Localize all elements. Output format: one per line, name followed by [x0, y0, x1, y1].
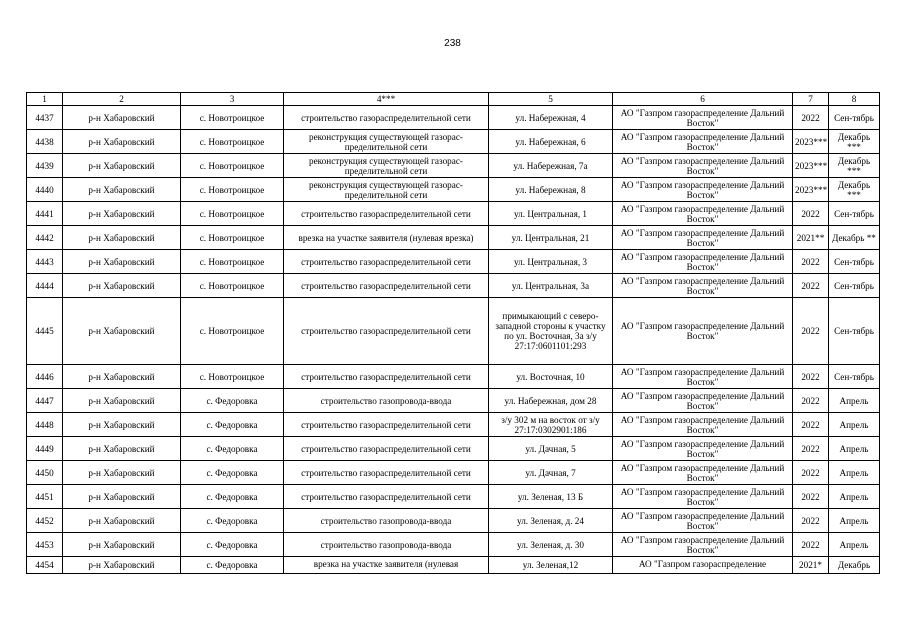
cell-district: р-н Хабаровский: [63, 437, 181, 461]
cell-month: Сен-тябрь: [829, 274, 880, 298]
cell-address: з/у 302 м на восток от з/у 27:17:0302901:186: [489, 413, 613, 437]
cell-number: 4453: [27, 533, 63, 557]
cell-district: р-н Хабаровский: [63, 485, 181, 509]
data-table: [26, 92, 880, 574]
column-header: 5: [489, 93, 613, 106]
table-row: [27, 485, 880, 509]
cell-month: Апрель: [829, 461, 880, 485]
cell-year: 2023***: [793, 178, 829, 202]
column-header: 3: [181, 93, 284, 106]
cell-year: 2022: [793, 365, 829, 389]
cell-organization: АО "Газпром газораспределение Дальний Восток": [613, 250, 793, 274]
table-row: [27, 437, 880, 461]
cell-number: 4447: [27, 389, 63, 413]
cell-number: 4449: [27, 437, 63, 461]
cell-settlement: с. Новотроицкое: [181, 130, 284, 154]
cell-month: Сен-тябрь: [829, 365, 880, 389]
cell-settlement: с. Новотроицкое: [181, 250, 284, 274]
cell-settlement: с. Новотроицкое: [181, 274, 284, 298]
cell-month: Апрель: [829, 485, 880, 509]
cell-organization: АО "Газпром газораспределение Дальний Восток": [613, 389, 793, 413]
cell-year: 2021*: [793, 557, 829, 574]
cell-year: 2022: [793, 274, 829, 298]
cell-work: строительство газораспределительной сети: [284, 413, 489, 437]
cell-work: строительство газораспределительной сети: [284, 461, 489, 485]
table-row: [27, 557, 880, 574]
cell-settlement: с. Федоровка: [181, 485, 284, 509]
cell-district: р-н Хабаровский: [63, 202, 181, 226]
cell-work: строительство газораспределительной сети: [284, 485, 489, 509]
cell-number: 4450: [27, 461, 63, 485]
cell-district: р-н Хабаровский: [63, 557, 181, 574]
cell-organization: АО "Газпром газораспределение Дальний Восток": [613, 365, 793, 389]
cell-district: р-н Хабаровский: [63, 106, 181, 130]
cell-year: 2022: [793, 461, 829, 485]
cell-settlement: с. Федоровка: [181, 557, 284, 574]
cell-settlement: с. Федоровка: [181, 461, 284, 485]
cell-district: р-н Хабаровский: [63, 130, 181, 154]
table-row: [27, 509, 880, 533]
cell-work: строительство газопровода-ввода: [284, 389, 489, 413]
cell-year: 2022: [793, 298, 829, 365]
table-row: [27, 298, 880, 365]
cell-number: 4454: [27, 557, 63, 574]
cell-number: 4445: [27, 298, 63, 365]
cell-work: строительство газораспределительной сети: [284, 274, 489, 298]
cell-month: Декабрь: [829, 557, 880, 574]
column-header: 6: [613, 93, 793, 106]
cell-organization: АО "Газпром газораспределение Дальний Восток": [613, 226, 793, 250]
cell-year: 2022: [793, 389, 829, 413]
cell-district: р-н Хабаровский: [63, 274, 181, 298]
cell-address: ул. Центральная, 21: [489, 226, 613, 250]
cell-month: Сен-тябрь: [829, 250, 880, 274]
column-header: 7: [793, 93, 829, 106]
cell-settlement: с. Федоровка: [181, 509, 284, 533]
cell-work: строительство газопровода-ввода: [284, 509, 489, 533]
cell-month: Апрель: [829, 437, 880, 461]
cell-address: ул. Дачная, 7: [489, 461, 613, 485]
page-number: 238: [444, 38, 461, 49]
cell-month: Сен-тябрь: [829, 202, 880, 226]
cell-address: ул. Набережная, 6: [489, 130, 613, 154]
table-row: [27, 250, 880, 274]
cell-district: р-н Хабаровский: [63, 298, 181, 365]
cell-address: ул. Центральная, 3а: [489, 274, 613, 298]
cell-organization: АО "Газпром газораспределение Дальний Восток": [613, 461, 793, 485]
cell-district: р-н Хабаровский: [63, 389, 181, 413]
cell-organization: АО "Газпром газораспределение Дальний Восток": [613, 202, 793, 226]
cell-settlement: с. Федоровка: [181, 533, 284, 557]
cell-address: ул. Зеленая, 13 Б: [489, 485, 613, 509]
cell-organization: АО "Газпром газораспределение Дальний Восток": [613, 154, 793, 178]
cell-month: Сен-тябрь: [829, 298, 880, 365]
cell-month: Апрель: [829, 389, 880, 413]
table-row: [27, 461, 880, 485]
cell-organization: АО "Газпром газораспределение Дальний Восток": [613, 274, 793, 298]
cell-address: ул. Набережная, 4: [489, 106, 613, 130]
cell-settlement: с. Новотроицкое: [181, 154, 284, 178]
cell-district: р-н Хабаровский: [63, 154, 181, 178]
cell-year: 2021**: [793, 226, 829, 250]
column-header: 2: [63, 93, 181, 106]
cell-month: Апрель: [829, 533, 880, 557]
cell-district: р-н Хабаровский: [63, 509, 181, 533]
header-row: [27, 93, 880, 106]
cell-organization: АО "Газпром газораспределение Дальний Восток": [613, 130, 793, 154]
cell-work: строительство газопровода-ввода: [284, 533, 489, 557]
cell-organization: АО "Газпром газораспределение Дальний Восток": [613, 298, 793, 365]
cell-address: ул. Зеленая,12: [489, 557, 613, 574]
cell-work: строительство газораспределительной сети: [284, 250, 489, 274]
cell-work: врезка на участке заявителя (нулевая: [284, 557, 489, 574]
table-row: [27, 533, 880, 557]
cell-settlement: с. Новотроицкое: [181, 202, 284, 226]
cell-district: р-н Хабаровский: [63, 365, 181, 389]
cell-district: р-н Хабаровский: [63, 226, 181, 250]
cell-work: реконструкция существующей газорас-пределительной сети: [284, 178, 489, 202]
cell-settlement: с. Федоровка: [181, 389, 284, 413]
cell-number: 4443: [27, 250, 63, 274]
table-row: [27, 154, 880, 178]
column-header: 4***: [284, 93, 489, 106]
cell-year: 2022: [793, 485, 829, 509]
cell-work: строительство газораспределительной сети: [284, 365, 489, 389]
cell-settlement: с. Новотроицкое: [181, 298, 284, 365]
cell-settlement: с. Федоровка: [181, 413, 284, 437]
cell-number: 4438: [27, 130, 63, 154]
cell-work: врезка на участке заявителя (нулевая врезка): [284, 226, 489, 250]
table-row: [27, 413, 880, 437]
cell-year: 2023***: [793, 130, 829, 154]
cell-address: ул. Набережная, дом 28: [489, 389, 613, 413]
cell-district: р-н Хабаровский: [63, 461, 181, 485]
table-row: [27, 365, 880, 389]
cell-settlement: с. Новотроицкое: [181, 226, 284, 250]
column-header: 8: [829, 93, 880, 106]
cell-district: р-н Хабаровский: [63, 413, 181, 437]
cell-work: строительство газораспределительной сети: [284, 298, 489, 365]
table-row: [27, 130, 880, 154]
cell-number: 4448: [27, 413, 63, 437]
cell-settlement: с. Новотроицкое: [181, 106, 284, 130]
cell-month: Апрель: [829, 509, 880, 533]
cell-work: строительство газораспределительной сети: [284, 437, 489, 461]
cell-organization: АО "Газпром газораспределение: [613, 557, 793, 574]
cell-address: ул. Зеленая, д. 24: [489, 509, 613, 533]
cell-number: 4446: [27, 365, 63, 389]
cell-number: 4437: [27, 106, 63, 130]
table-row: [27, 178, 880, 202]
cell-number: 4440: [27, 178, 63, 202]
cell-work: реконструкция существующей газорас-пределительной сети: [284, 154, 489, 178]
cell-year: 2022: [793, 437, 829, 461]
cell-month: Декабрь **: [829, 226, 880, 250]
cell-organization: АО "Газпром газораспределение Дальний Восток": [613, 106, 793, 130]
cell-work: строительство газораспределительной сети: [284, 202, 489, 226]
cell-address: ул. Восточная, 10: [489, 365, 613, 389]
cell-organization: АО "Газпром газораспределение Дальний Восток": [613, 413, 793, 437]
table-row: [27, 389, 880, 413]
cell-year: 2022: [793, 106, 829, 130]
cell-address: ул. Центральная, 3: [489, 250, 613, 274]
cell-address: ул. Центральная, 1: [489, 202, 613, 226]
cell-settlement: с. Новотроицкое: [181, 178, 284, 202]
column-header: 1: [27, 93, 63, 106]
cell-district: р-н Хабаровский: [63, 250, 181, 274]
cell-organization: АО "Газпром газораспределение Дальний Восток": [613, 533, 793, 557]
cell-district: р-н Хабаровский: [63, 533, 181, 557]
cell-year: 2022: [793, 202, 829, 226]
cell-number: 4452: [27, 509, 63, 533]
cell-address: ул. Набережная, 8: [489, 178, 613, 202]
table-row: [27, 202, 880, 226]
cell-year: 2022: [793, 413, 829, 437]
cell-settlement: с. Новотроицкое: [181, 365, 284, 389]
cell-year: 2022: [793, 533, 829, 557]
cell-year: 2022: [793, 250, 829, 274]
cell-year: 2023***: [793, 154, 829, 178]
cell-number: 4441: [27, 202, 63, 226]
cell-year: 2022: [793, 509, 829, 533]
cell-number: 4439: [27, 154, 63, 178]
cell-address: ул. Зеленая, д. 30: [489, 533, 613, 557]
cell-month: Сен-тябрь: [829, 106, 880, 130]
cell-district: р-н Хабаровский: [63, 178, 181, 202]
table-row: [27, 274, 880, 298]
cell-address: примыкающий с северо-западной стороны к участку по ул. Восточная, 3а з/у 27:17:0601101:293: [489, 298, 613, 365]
cell-address: ул. Дачная, 5: [489, 437, 613, 461]
cell-organization: АО "Газпром газораспределение Дальний Восток": [613, 437, 793, 461]
cell-number: 4442: [27, 226, 63, 250]
cell-settlement: с. Федоровка: [181, 437, 284, 461]
cell-work: реконструкция существующей газорас-пределительной сети: [284, 130, 489, 154]
cell-month: Декабрь ***: [829, 178, 880, 202]
cell-organization: АО "Газпром газораспределение Дальний Восток": [613, 485, 793, 509]
cell-number: 4444: [27, 274, 63, 298]
cell-work: строительство газораспределительной сети: [284, 106, 489, 130]
table-row: [27, 226, 880, 250]
cell-organization: АО "Газпром газораспределение Дальний Восток": [613, 178, 793, 202]
table-row: [27, 106, 880, 130]
cell-month: Декабрь ***: [829, 130, 880, 154]
cell-address: ул. Набережная, 7а: [489, 154, 613, 178]
cell-organization: АО "Газпром газораспределение Дальний Восток": [613, 509, 793, 533]
cell-month: Декабрь ***: [829, 154, 880, 178]
cell-month: Апрель: [829, 413, 880, 437]
cell-number: 4451: [27, 485, 63, 509]
